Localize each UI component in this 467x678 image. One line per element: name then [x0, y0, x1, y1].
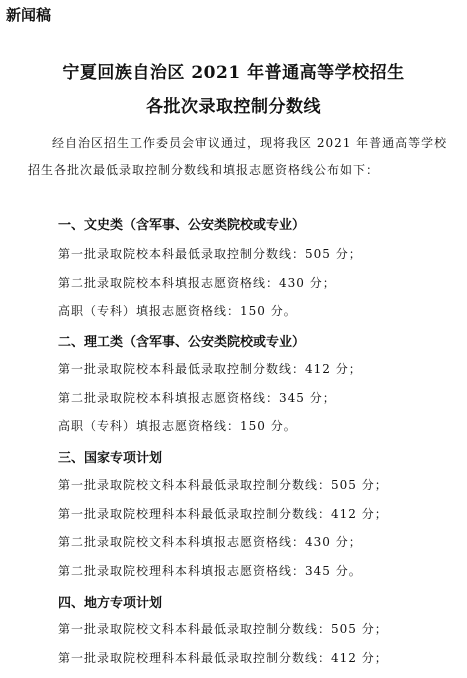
section-3-line: 第一批录取院校理科本科最低录取控制分数线：412 分； — [58, 507, 388, 521]
section-1-line: 高职（专科）填报志愿资格线：150 分。 — [58, 304, 297, 318]
section-3-line: 第一批录取院校文科本科最低录取控制分数线：505 分； — [58, 478, 388, 492]
section-2-line: 高职（专科）填报志愿资格线：150 分。 — [58, 419, 297, 433]
section-1-heading: 一、文史类（含军事、公安类院校或专业） — [58, 218, 306, 233]
title-line-1: 宁夏回族自治区 2021 年普通高等学校招生 — [62, 63, 405, 83]
section-1-line: 第一批录取院校本科最低录取控制分数线：505 分； — [58, 247, 362, 261]
section-3-line: 第二批录取院校理科本科填报志愿资格线：345 分。 — [58, 564, 362, 578]
section-1-line: 第二批录取院校本科填报志愿资格线：430 分； — [58, 276, 336, 290]
section-3-heading: 三、国家专项计划 — [58, 451, 163, 466]
section-2-line: 第二批录取院校本科填报志愿资格线：345 分； — [58, 391, 336, 405]
section-4-line: 第一批录取院校理科本科最低录取控制分数线：412 分； — [58, 651, 388, 665]
section-3-line: 第二批录取院校文科本科填报志愿资格线：430 分； — [58, 535, 362, 549]
section-2-line: 第一批录取院校本科最低录取控制分数线：412 分； — [58, 362, 362, 376]
section-2-heading: 二、理工类（含军事、公安类院校或专业） — [58, 335, 306, 350]
intro-paragraph: 经自治区招生工作委员会审议通过，现将我区 2021 年普通高等学校招生各批次最低录取控制分数线和填报志愿资格线公布如下： — [28, 136, 448, 177]
section-4-heading: 四、地方专项计划 — [58, 596, 163, 611]
title-line-2: 各批次录取控制分数线 — [146, 97, 321, 117]
doc-type-label: 新闻稿 — [6, 6, 52, 24]
section-4-line: 第一批录取院校文科本科最低录取控制分数线：505 分； — [58, 622, 388, 636]
